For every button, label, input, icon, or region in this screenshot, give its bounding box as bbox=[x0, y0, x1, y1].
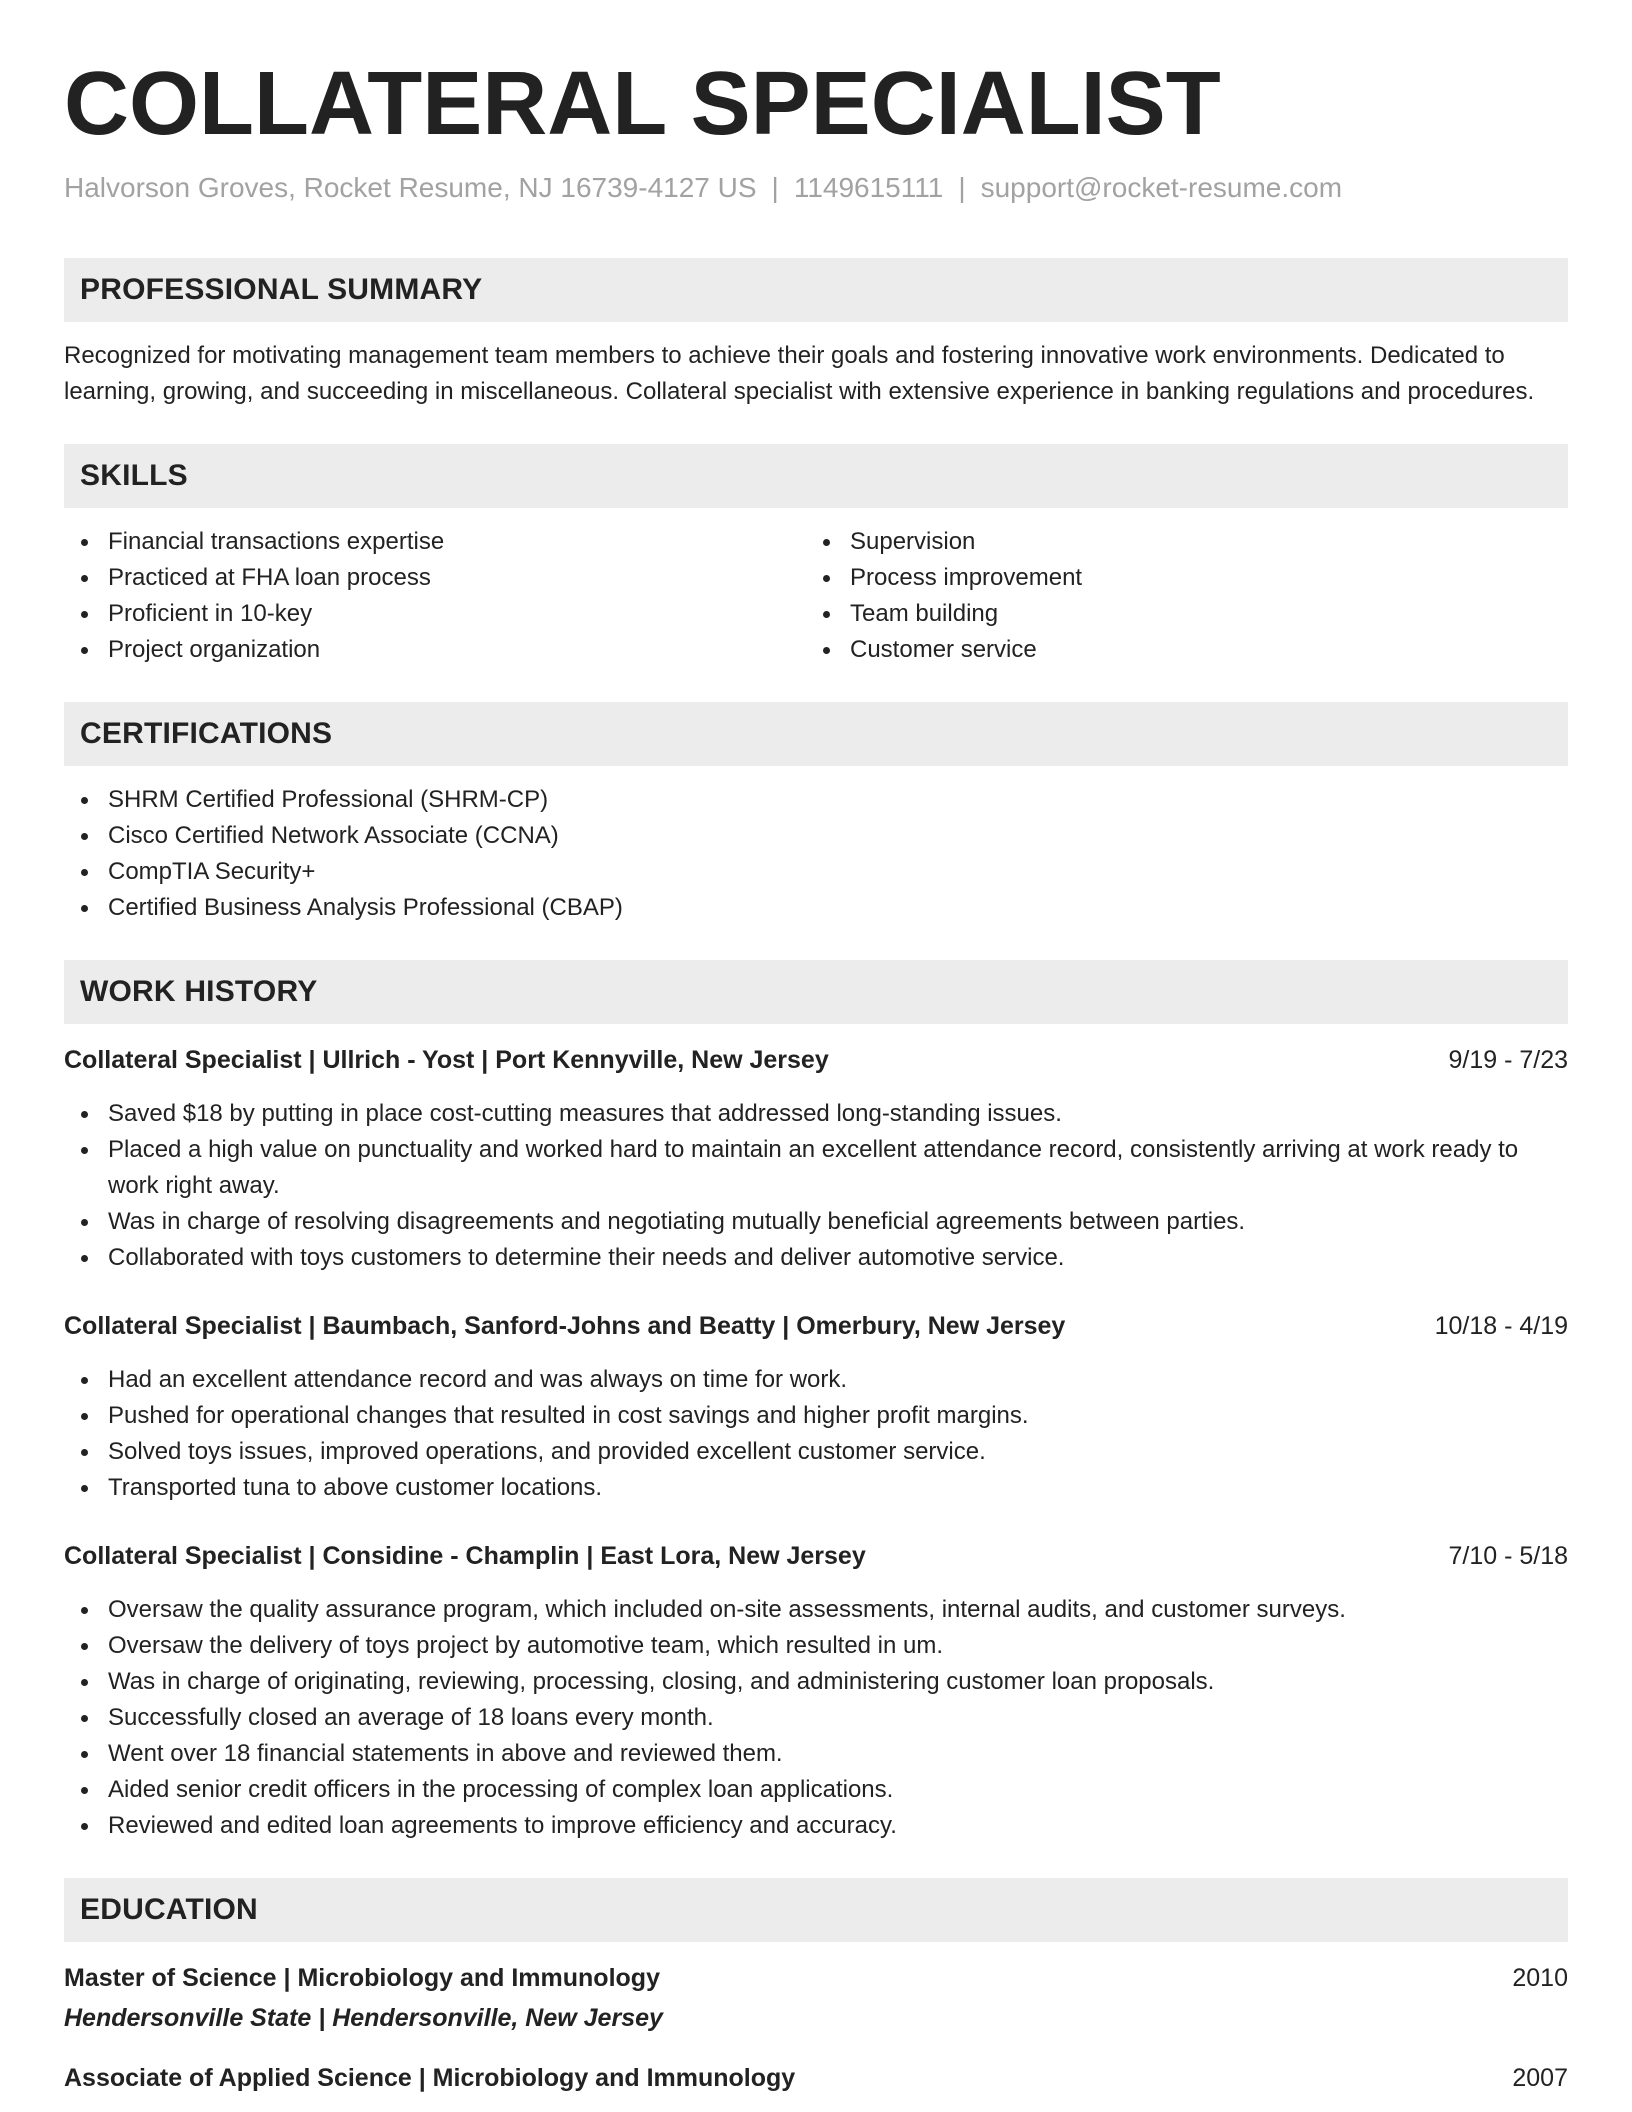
job-title: Collateral Specialist | Considine - Champlin | East Lora, New Jersey bbox=[64, 1542, 866, 1570]
job-bullet: Saved $18 by putting in place cost-cutting measures that addressed long-standing issues. bbox=[64, 1096, 1568, 1132]
job-bullet: Collaborated with toys customers to determine their needs and deliver automotive service. bbox=[64, 1240, 1568, 1276]
job-title: Collateral Specialist | Ullrich - Yost | Port Kennyville, New Jersey bbox=[64, 1046, 829, 1074]
job-bullet: Was in charge of originating, reviewing, processing, closing, and administering customer loan proposals. bbox=[64, 1664, 1568, 1700]
skill-item: Project organization bbox=[64, 632, 806, 668]
certification-item: SHRM Certified Professional (SHRM-CP) bbox=[64, 782, 1568, 818]
certification-item: Certified Business Analysis Professional (CBAP) bbox=[64, 890, 1568, 926]
education-header bbox=[64, 2060, 1568, 2096]
job-bullets bbox=[64, 1096, 1568, 1276]
job-bullet: Went over 18 financial statements in above and reviewed them. bbox=[64, 1736, 1568, 1772]
job-entry bbox=[64, 1308, 1568, 1506]
education-entry bbox=[64, 1960, 1568, 2036]
skill-item: Team building bbox=[806, 596, 1548, 632]
job-bullet: Transported tuna to above customer locations. bbox=[64, 1470, 1568, 1506]
page-title: COLLATERAL SPECIALIST bbox=[64, 54, 1221, 154]
job-bullet: Placed a high value on punctuality and worked hard to maintain an excellent attendance record, consistently arriving at work ready to work right away. bbox=[64, 1132, 1568, 1204]
skill-item: Supervision bbox=[806, 524, 1548, 560]
job-entry bbox=[64, 1538, 1568, 1844]
skills-list bbox=[64, 524, 1568, 668]
job-bullet: Aided senior credit officers in the processing of complex loan applications. bbox=[64, 1772, 1568, 1808]
job-dates: 7/10 - 5/18 bbox=[1448, 1542, 1568, 1570]
education-entry bbox=[64, 2060, 1568, 2096]
job-bullets bbox=[64, 1592, 1568, 1844]
job-bullets bbox=[64, 1362, 1568, 1506]
certifications-list bbox=[64, 782, 1568, 926]
job-title: Collateral Specialist | Baumbach, Sanford-Johns and Beatty | Omerbury, New Jersey bbox=[64, 1312, 1066, 1340]
job-dates: 9/19 - 7/23 bbox=[1448, 1046, 1568, 1074]
job-bullet: Oversaw the delivery of toys project by automotive team, which resulted in um. bbox=[64, 1628, 1568, 1664]
section-header-education: EDUCATION bbox=[64, 1878, 1568, 1942]
skill-item: Practiced at FHA loan process bbox=[64, 560, 806, 596]
contact-separator: | bbox=[771, 172, 779, 203]
job-bullet: Had an excellent attendance record and was always on time for work. bbox=[64, 1362, 1568, 1398]
job-bullet: Oversaw the quality assurance program, which included on-site assessments, internal audits, and customer surveys. bbox=[64, 1592, 1568, 1628]
education-year: 2010 bbox=[1512, 1964, 1568, 1992]
job-header bbox=[64, 1308, 1568, 1344]
job-bullet: Reviewed and edited loan agreements to improve efficiency and accuracy. bbox=[64, 1808, 1568, 1844]
section-header-work-history: WORK HISTORY bbox=[64, 960, 1568, 1024]
contact-separator: | bbox=[958, 172, 966, 203]
section-header-skills: SKILLS bbox=[64, 444, 1568, 508]
job-header bbox=[64, 1538, 1568, 1574]
skill-item: Proficient in 10-key bbox=[64, 596, 806, 632]
education-year: 2007 bbox=[1512, 2064, 1568, 2092]
job-bullet: Pushed for operational changes that resulted in cost savings and higher profit margins. bbox=[64, 1398, 1568, 1434]
contact-address: Halvorson Groves, Rocket Resume, NJ 16739-4127 US bbox=[64, 172, 757, 203]
skill-item: Financial transactions expertise bbox=[64, 524, 806, 560]
certification-item: CompTIA Security+ bbox=[64, 854, 1568, 890]
contact-line bbox=[64, 170, 1568, 206]
job-dates: 10/18 - 4/19 bbox=[1434, 1312, 1568, 1340]
section-header-summary: PROFESSIONAL SUMMARY bbox=[64, 258, 1568, 322]
summary-text: Recognized for motivating management team members to achieve their goals and fostering innovative work environments. Dedicated to learning, growing, and succeeding in miscellaneous. Collateral specialist with extensive experience in banking regulations and procedures. bbox=[64, 342, 1535, 405]
section-header-certifications: CERTIFICATIONS bbox=[64, 702, 1568, 766]
job-header bbox=[64, 1042, 1568, 1078]
education-degree: Associate of Applied Science | Microbiology and Immunology bbox=[64, 2064, 796, 2092]
job-bullet: Successfully closed an average of 18 loans every month. bbox=[64, 1700, 1568, 1736]
job-bullet: Was in charge of resolving disagreements and negotiating mutually beneficial agreements between parties. bbox=[64, 1204, 1568, 1240]
certification-item: Cisco Certified Network Associate (CCNA) bbox=[64, 818, 1568, 854]
education-header bbox=[64, 1960, 1568, 1996]
contact-email[interactable]: support@rocket-resume.com bbox=[980, 172, 1343, 203]
skill-item: Process improvement bbox=[806, 560, 1548, 596]
skills-column-left bbox=[64, 524, 806, 668]
education-degree: Master of Science | Microbiology and Immunology bbox=[64, 1964, 660, 1992]
skill-item: Customer service bbox=[806, 632, 1548, 668]
job-bullet: Solved toys issues, improved operations, and provided excellent customer service. bbox=[64, 1434, 1568, 1470]
education-school: Hendersonville State | Hendersonville, New Jersey bbox=[64, 2004, 663, 2032]
skills-column-right bbox=[806, 524, 1548, 668]
job-entry bbox=[64, 1042, 1568, 1276]
contact-phone: 1149615111 bbox=[793, 172, 944, 203]
